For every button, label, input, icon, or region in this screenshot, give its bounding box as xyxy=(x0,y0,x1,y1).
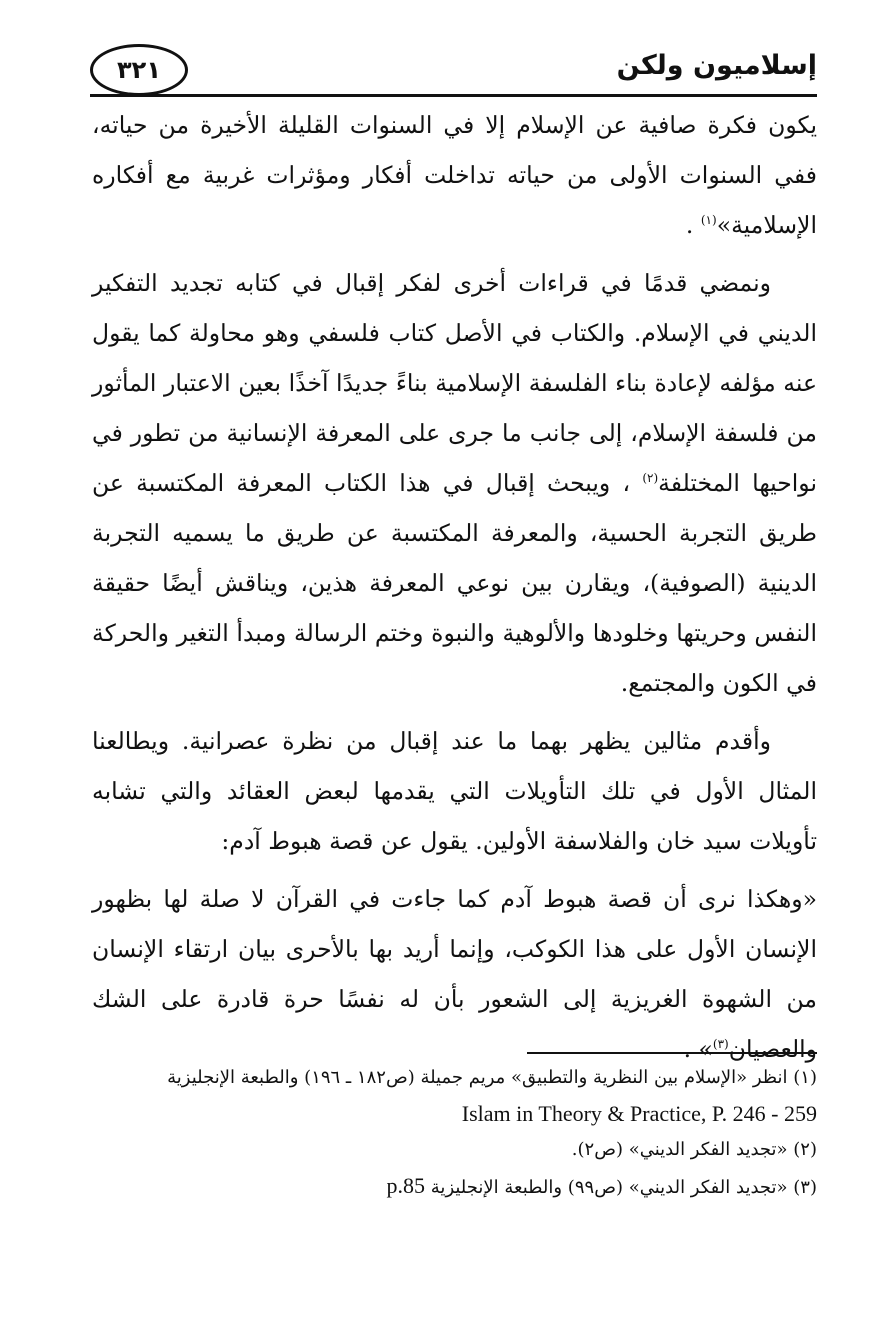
running-header-title: إسلاميون ولكن xyxy=(616,50,817,81)
footnote-3-english: p.85 xyxy=(386,1173,426,1198)
footnotes xyxy=(90,1060,817,1206)
paragraph-1: يكون فكرة صافية عن الإسلام إلا في السنوات القليلة الأخيرة من حياته، ففي السنوات الأولى من حياته تداخلت أفكار ومؤثرات غربية مع أفكاره الإسلامية»$^{(١)}$ . xyxy=(92,111,817,239)
footnote-3: (٣) «تجديد الفكر الديني» (ص٩٩) والطبعة الإنجليزية p.85 xyxy=(386,1173,817,1198)
quote-paragraph: «وهكذا نرى أن قصة هبوط آدم كما جاءت في القرآن لا صلة لها بظهور الإنسان الأول على هذا الكوكب، وإنما أريد بها بالأحرى بيان ارتقاء الإنسان من الشهوة الغريزية إلى الشعور بأن له نفسًا حرة قادرة على الشك والعصيان$^{(٣)}$» . xyxy=(92,885,817,1063)
header-rule xyxy=(90,94,817,97)
footnote-ref-1: (١) xyxy=(700,213,717,228)
page-number-badge: ٣٢١ xyxy=(90,44,188,96)
footnote-ref-3: (٣) xyxy=(712,1037,729,1052)
paragraph-2: ونمضي قدمًا في قراءات أخرى لفكر إقبال في كتابه تجديد التفكير الديني في الإسلام. والكتاب في الأصل كتاب فلسفي وهو محاولة كما يقول عنه مؤلفه لإعادة بناء الفلسفة الإسلامية بناءً جديدًا آخذًا بعين الاعتبار المأثور من فلسفة الإسلام، إلى جانب ما جرى على المعرفة الإنسانية من تطور في نواحيها المختلفة$^{(٢)}$ ، ويبحث إقبال في هذا الكتاب المعرفة المكتسبة عن طريق التجربة الحسية، والمعرفة المكتسبة عن طريق ما يسميه التجربة الدينية (الصوفية)، ويقارن بين نوعي المعرفة هذين، ويناقش أيضًا حقيقة النفس وحريتها وخلودها والألوهية والنبوة وختم الرسالة ومبدأ التغير والحركة في الكون والمجتمع. xyxy=(92,269,817,697)
footnote-ref-2: (٢) xyxy=(642,471,659,486)
paragraph-3: وأقدم مثالين يظهر بهما ما عند إقبال من نظرة عصرانية. ويطالعنا المثال الأول في تلك التأويلات التي يقدمها لبعض العقائد والتي تشابه تأويلات سيد خان والفلاسفة الأولين. يقول عن قصة هبوط آدم: xyxy=(92,727,817,855)
body-text xyxy=(92,100,817,1074)
footnote-separator xyxy=(527,1052,817,1054)
footnote-1: (١) انظر «الإسلام بين النظرية والتطبيق» مريم جميلة (ص١٨٢ ـ ١٩٦) والطبعة الإنجليزية xyxy=(167,1067,817,1088)
footnote-2: (٢) «تجديد الفكر الديني» (ص٢). xyxy=(571,1139,817,1160)
footnote-1-english: Islam in Theory & Practice, P. 246 - 259 xyxy=(461,1101,817,1126)
